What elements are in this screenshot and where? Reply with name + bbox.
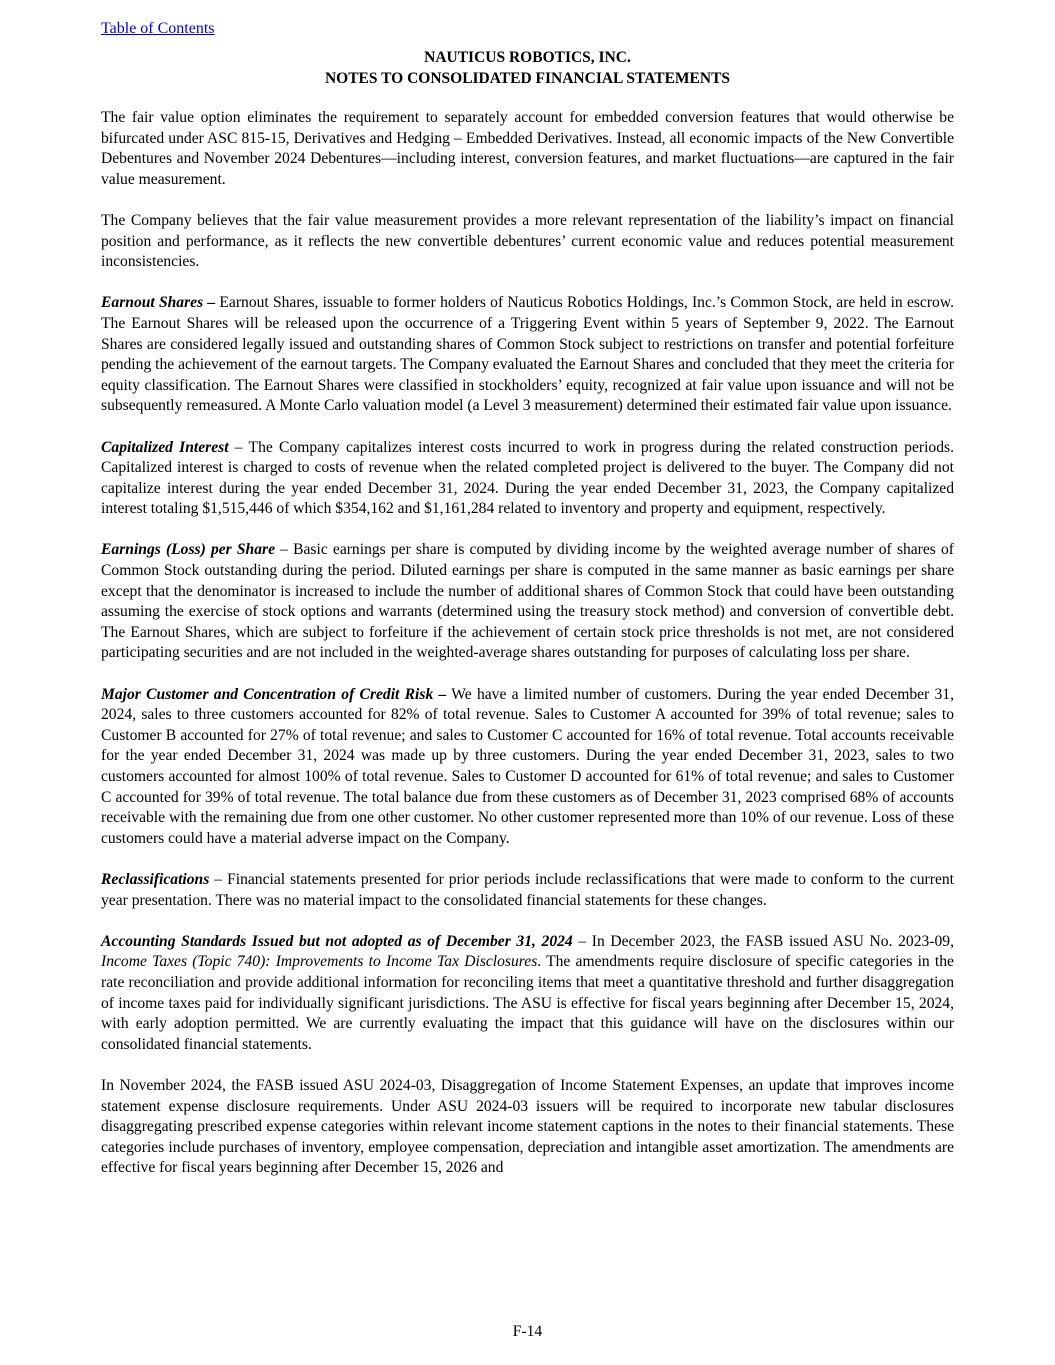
section-heading-major-customer: Major Customer and Concentration of Credit Risk – bbox=[101, 685, 447, 703]
paragraph-earnings-per-share bbox=[101, 540, 954, 664]
document-body bbox=[101, 108, 954, 1199]
section-heading-earnings-per-share: Earnings (Loss) per Share bbox=[101, 541, 276, 559]
paragraph-fair-value-option: The fair value option eliminates the requirement to separately account for embedded conversion features that would otherwise be bifurcated under ASC 815-15, Derivatives and Hedging – Embedded Derivatives. Instead, all economic impacts of the New Convertible Debentures and November 2024 Debentures—including interest, conversion features, and market fluctuations—are captured in the fair value measurement. bbox=[101, 109, 954, 188]
section-heading-accounting-standards: Accounting Standards Issued but not adopted as of December 31, 2024 bbox=[101, 932, 573, 950]
asu-title-italic: Income Taxes (Topic 740): Improvements to Income Tax Disclosures bbox=[101, 953, 538, 971]
paragraph-text: – In December 2023, the FASB issued ASU No. 2023-09, bbox=[572, 932, 954, 950]
page-number: F-14 bbox=[512, 1323, 543, 1340]
paragraph-text: . The amendments require disclosure of specific categories in the rate reconciliation and provide additional information for reconciling items that meet a quantitative threshold and further disaggregation of income taxes paid for individually significant jurisdictions. The ASU is effective for fiscal years beginning after December 15, 2024, with early adoption permitted. We are currently evaluating the impact that this guidance will have on the disclosures within our consolidated financial statements. bbox=[101, 953, 954, 1053]
paragraph-asu-2024-03: In November 2024, the FASB issued ASU 2024-03, Disaggregation of Income Statement Expenses, an update that improves income statement expense disclosure requirements. Under ASU 2024-03 issuers will be required to incorporate new tabular disclosures disaggregating prescribed expense categories within relevant income statement captions in the notes to their financial statements. These categories include purchases of inventory, employee compensation, depreciation and intangible asset amortization. The amendments are effective for fiscal years beginning after December 15, 2026 and bbox=[101, 1076, 954, 1177]
paragraph-reclassifications bbox=[101, 870, 954, 911]
paragraph-fair-value-belief: The Company believes that the fair value measurement provides a more relevant representation of the liability’s impact on financial position and performance, as it reflects the new convertible debentures’ current economic value and reduces potential measurement inconsistencies. bbox=[101, 211, 954, 271]
section-heading-capitalized-interest: Capitalized Interest bbox=[101, 438, 229, 456]
paragraph-capitalized-interest bbox=[101, 438, 954, 520]
paragraph-text: – The Company capitalizes interest costs incurred to work in progress during the related construction periods. Capitalized interest is charged to costs of revenue when the related completed project is delivered to the buyer. The Company did not capitalize interest during the year ended December 31, 2024. During the year ended December 31, 2023, the Company capitalized interest totaling $1,515,446 of which $354,162 and $1,161,284 related to inventory and property and equipment, respectively. bbox=[101, 438, 954, 518]
page-title: NOTES TO CONSOLIDATED FINANCIAL STATEMENTS bbox=[324, 70, 731, 87]
section-heading-earnout-shares: Earnout Shares – bbox=[101, 294, 216, 312]
paragraph-major-customer bbox=[101, 685, 954, 850]
paragraph-earnout-shares bbox=[101, 293, 954, 417]
paragraph-text: – Financial statements presented for prior periods include reclassifications that were made to conform to the current year presentation. There was no material impact to the consolidated financial statements for these changes. bbox=[101, 870, 954, 909]
paragraph-text: Earnout Shares, issuable to former holders of Nauticus Robotics Holdings, Inc.’s Common Stock, are held in escrow. The Earnout Shares will be released upon the occurrence of a Triggering Event within 5 years of September 9, 2022. The Earnout Shares are considered legally issued and outstanding shares of Common Stock subject to restrictions on transfer and potential forfeiture pending the achievement of the earnout targets. The Company evaluated the Earnout Shares and concluded that they meet the criteria for equity classification. The Earnout Shares were classified in stockholders’ equity, recognized at fair value upon issuance and will not be subsequently remeasured. A Monte Carlo valuation model (a Level 3 measurement) determined their estimated fair value upon issuance. bbox=[101, 294, 954, 415]
paragraph-text: – Basic earnings per share is computed by dividing income by the weighted average number of shares of Common Stock outstanding during the period. Diluted earnings per share is computed in the same manner as basic earnings per share except that the denominator is increased to include the number of additional shares of Common Stock that could have been outstanding assuming the exercise of stock options and warrants (determined using the treasury stock method) and conversion of convertible debt. The Earnout Shares, which are subject to forfeiture if the achievement of certain stock price thresholds is not met, are not considered participating securities and are not included in the weighted-average shares outstanding for purposes of calculating loss per share. bbox=[101, 541, 954, 662]
paragraph-text: We have a limited number of customers. During the year ended December 31, 2024, sales to three customers accounted for 82% of total revenue. Sales to Customer A accounted for 39% of total revenue; sales to Customer B accounted for 27% of total revenue; and sales to Customer C accounted for 16% of total revenue. Total accounts receivable for the year ended December 31, 2024 was made up by three customers. During the year ended December 31, 2023, sales to two customers accounted for almost 100% of total revenue. Sales to Customer D accounted for 61% of total revenue; and sales to Customer C accounted for 39% of total revenue. The total balance due from these customers as of December 31, 2023 comprised 68% of accounts receivable with the remaining due from one other customer. No other customer represented more than 10% of our revenue. Loss of these customers could have a material adverse impact on the Company. bbox=[101, 685, 954, 847]
page-header bbox=[0, 47, 1055, 89]
table-of-contents-link[interactable]: Table of Contents bbox=[101, 20, 215, 37]
company-name: NAUTICUS ROBOTICS, INC. bbox=[424, 49, 631, 66]
section-heading-reclassifications: Reclassifications bbox=[101, 870, 210, 888]
paragraph-accounting-standards bbox=[101, 932, 954, 1056]
